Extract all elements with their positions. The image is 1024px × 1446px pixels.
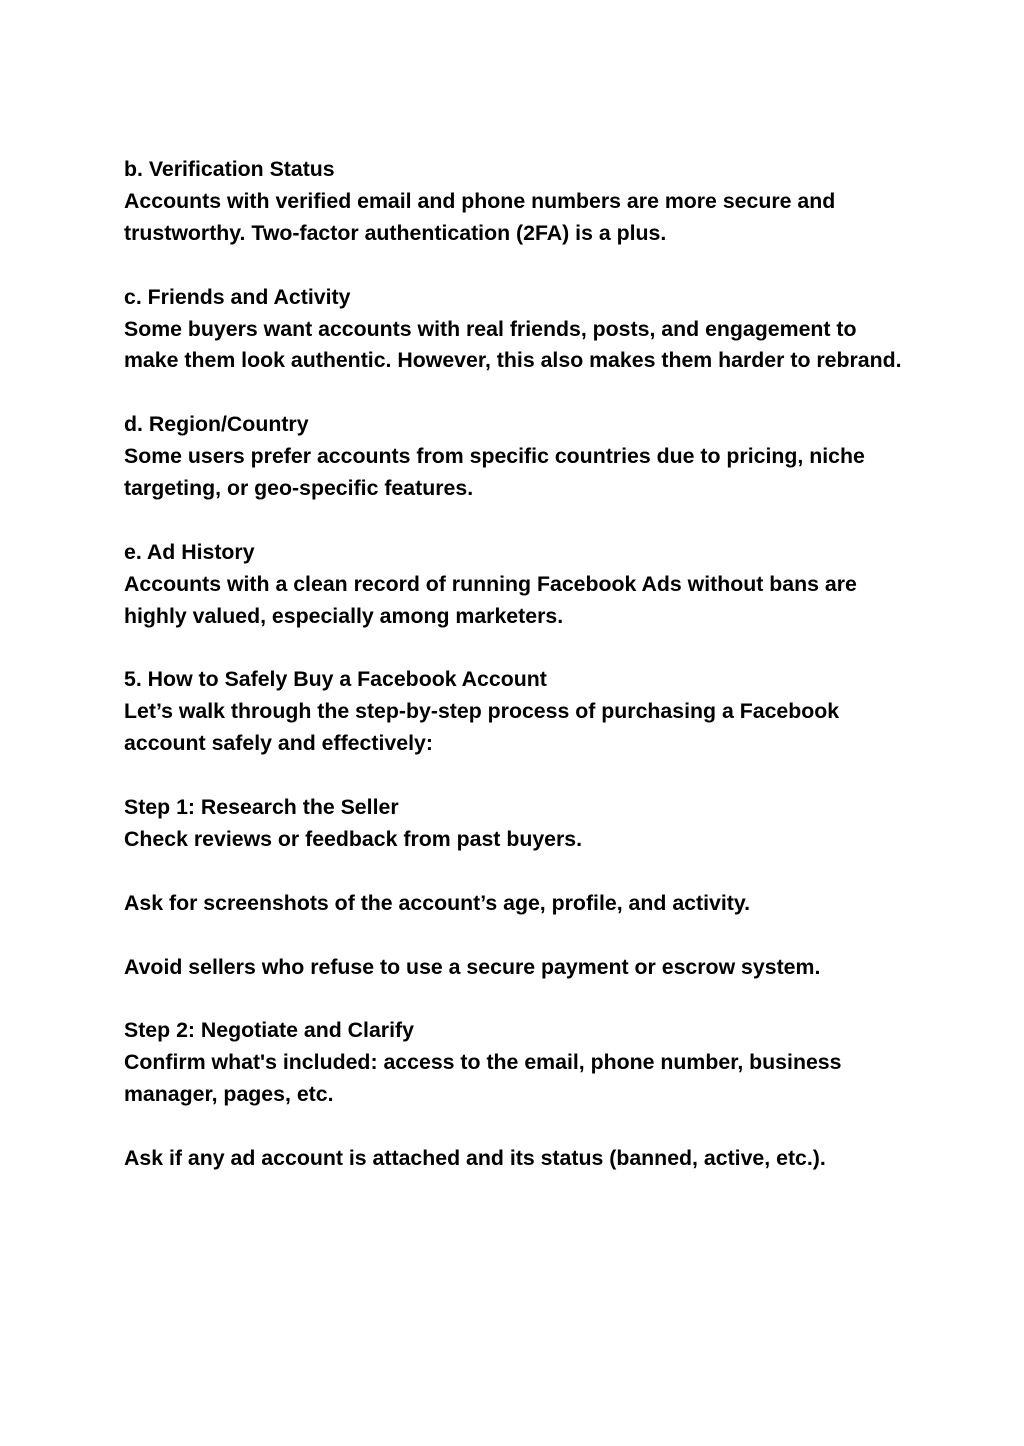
- section-verification-status: [124, 154, 914, 250]
- section-paragraph: Some users prefer accounts from specific countries due to pricing, niche targeting, or geo-specific features.: [124, 444, 865, 501]
- section-region-country: [124, 409, 914, 505]
- section-heading: d. Region/Country: [124, 412, 309, 437]
- section-paragraph: Ask if any ad account is attached and its status (banned, active, etc.).: [124, 1145, 826, 1170]
- section-step-1: [124, 792, 914, 856]
- section-paragraph: Let’s walk through the step-by-step process of purchasing a Facebook account safely and effectively:: [124, 699, 840, 756]
- section-heading: b. Verification Status: [124, 157, 335, 181]
- section-heading: Step 1: Research the Seller: [124, 795, 399, 820]
- section-ad-history: [124, 537, 914, 633]
- section-step-2: [124, 1015, 914, 1111]
- section-paragraph: Accounts with verified email and phone numbers are more secure and trustworthy. Two-factor authentication (2FA) is a plus.: [124, 188, 836, 245]
- section-friends-and-activity: [124, 282, 914, 378]
- section-paragraph: Avoid sellers who refuse to use a secure payment or escrow system.: [124, 954, 821, 979]
- section-paragraph: Accounts with a clean record of running Facebook Ads without bans are highly valued, especially among marketers.: [124, 571, 857, 628]
- step-1-escrow-paragraph: [124, 952, 914, 984]
- section-how-to-safely-buy: [124, 664, 914, 760]
- section-paragraph: Ask for screenshots of the account’s age, profile, and activity.: [124, 890, 751, 915]
- section-heading: Step 2: Negotiate and Clarify: [124, 1018, 414, 1043]
- section-paragraph: Some buyers want accounts with real friends, posts, and engagement to make them look authentic. However, this also makes them harder to rebrand.: [124, 316, 902, 373]
- section-paragraph: Check reviews or feedback from past buyers.: [124, 826, 583, 851]
- section-heading: e. Ad History: [124, 539, 255, 564]
- section-heading: 5. How to Safely Buy a Facebook Account: [124, 667, 547, 692]
- section-paragraph: Confirm what's included: access to the email, phone number, business manager, pages, etc.: [124, 1050, 842, 1107]
- step-2-ad-account-paragraph: [124, 1143, 914, 1175]
- step-1-screenshots-paragraph: [124, 888, 914, 920]
- section-heading: c. Friends and Activity: [124, 284, 351, 309]
- document-body: [124, 154, 914, 1175]
